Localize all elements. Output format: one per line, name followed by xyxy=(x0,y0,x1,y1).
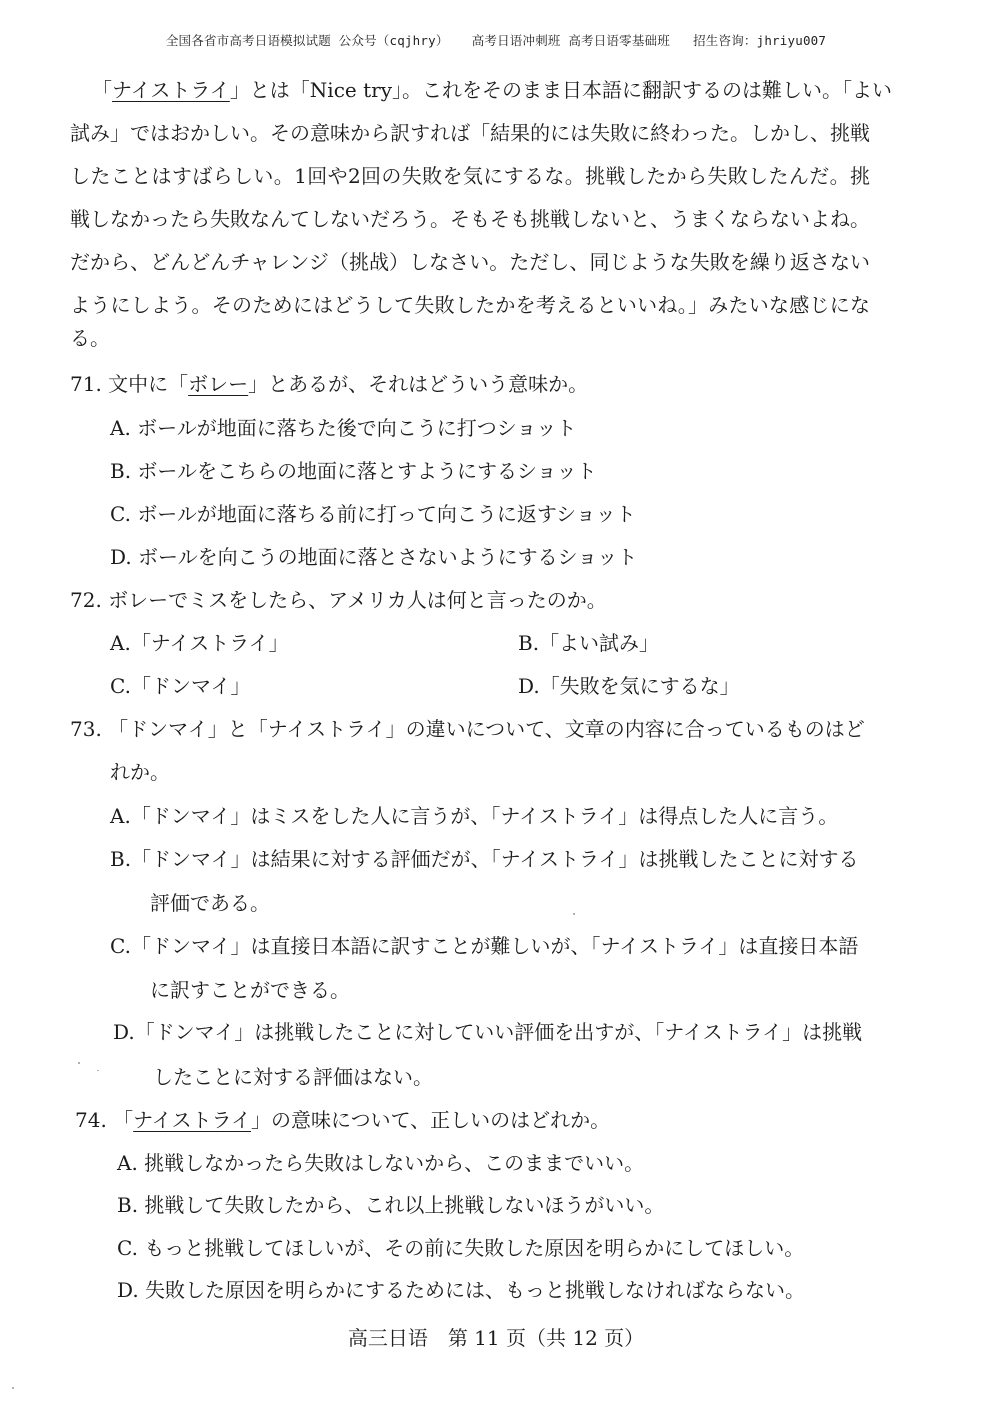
option-text: 「よい試み」 xyxy=(539,631,660,655)
option-text: 「ドンマイ」は結果に対する評価だが、「ナイストライ」は挑戦したことに対する xyxy=(131,847,859,871)
question-71-pre: 文中に「 xyxy=(108,372,189,396)
option-text: 挑戦しなかったら失敗はしないから、このままでいい。 xyxy=(144,1151,645,1175)
option-mark: D. xyxy=(117,1278,139,1302)
option-mark: B. xyxy=(117,1193,139,1217)
option-mark: C. xyxy=(110,502,131,526)
scan-speck xyxy=(97,1070,99,1071)
option-71-d[interactable] xyxy=(110,544,637,570)
option-74-d[interactable] xyxy=(117,1277,805,1303)
question-73-stem-cont: れか。 xyxy=(110,760,170,784)
question-number: 71. xyxy=(70,372,102,396)
question-number: 72. xyxy=(70,588,102,612)
option-text: ボールをこちらの地面に落とすようにするショット xyxy=(137,459,597,483)
option-71-a[interactable] xyxy=(110,415,576,441)
option-72-d[interactable] xyxy=(518,673,740,699)
option-71-c[interactable] xyxy=(110,501,636,527)
option-mark: C. xyxy=(110,934,131,958)
option-73-b[interactable] xyxy=(110,846,858,872)
option-text: 「ドンマイ」は直接日本語に訳すことが難しいが、「ナイストライ」は直接日本語 xyxy=(130,934,859,958)
option-73-d[interactable] xyxy=(113,1019,862,1045)
option-73-b-cont: 評価である。 xyxy=(150,891,270,915)
question-number: 74. xyxy=(75,1108,107,1132)
option-text: 「ドンマイ」は挑戦したことに対していい評価を出すが、「ナイストライ」は挑戦 xyxy=(134,1020,863,1044)
question-71-post: 」とあるが、それはどういう意味か。 xyxy=(248,372,589,396)
option-mark: D. xyxy=(110,545,132,569)
scan-speck xyxy=(573,913,575,915)
page-header: 全国各省市高考日语模拟试题 公众号（cqjhry） 高考日语冲刺班 高考日语零基础班 招生咨询：jhriyu007 xyxy=(165,33,827,48)
option-text: 「ナイストライ」 xyxy=(130,631,289,655)
option-72-b[interactable] xyxy=(518,630,659,656)
underlined-term-nice-try: ナイストライ xyxy=(112,78,230,102)
option-mark: A. xyxy=(117,1151,138,1175)
option-text: 「ドンマイ」 xyxy=(130,674,251,698)
option-73-c[interactable] xyxy=(110,933,858,959)
question-74-pre: 「 xyxy=(113,1108,134,1132)
option-71-b[interactable] xyxy=(110,458,597,484)
passage-line-1-post: 」とは「Nice try」。これをそのまま日本語に翻訳するのは難しい。「よい xyxy=(229,78,892,102)
option-text: ボールが地面に落ちる前に打って向こうに返すショット xyxy=(137,502,636,526)
scan-speck xyxy=(12,1387,14,1389)
option-72-c[interactable] xyxy=(110,673,251,699)
option-text: 「ドンマイ」はミスをした人に言うが、「ナイストライ」は得点した人に言う。 xyxy=(130,804,839,828)
question-74-stem xyxy=(75,1107,610,1133)
underlined-term-volley: ボレー xyxy=(188,372,249,396)
question-72-stem xyxy=(70,587,607,613)
underlined-term-nice-try-2: ナイストライ xyxy=(133,1108,251,1132)
option-text: 失敗した原因を明らかにするためには、もっと挑戦しなければならない。 xyxy=(145,1278,806,1302)
option-74-c[interactable] xyxy=(117,1235,804,1261)
passage-line-5: だから、どんどんチャレンジ（挑战）しなさい。ただし、同じような失敗を繰り返さない xyxy=(70,250,870,274)
option-74-a[interactable] xyxy=(117,1150,644,1176)
option-73-a[interactable] xyxy=(110,803,838,829)
option-mark: B. xyxy=(110,459,132,483)
question-74-post: 」の意味について、正しいのはどれか。 xyxy=(250,1108,611,1132)
passage-line-2: 試み」ではおかしい。その意味から訳すれば「結果的には失敗に終わった。しかし、挑戦 xyxy=(70,121,870,145)
page-footer: 高三日语 第 11 页（共 12 页） xyxy=(347,1326,645,1350)
option-mark: A. xyxy=(110,416,131,440)
option-text: もっと挑戦してほしいが、その前に失敗した原因を明らかにしてほしい。 xyxy=(144,1236,805,1260)
passage-line-7: る。 xyxy=(70,326,110,350)
question-72-text: ボレーでミスをしたら、アメリカ人は何と言ったのか。 xyxy=(108,588,607,612)
option-mark: C. xyxy=(117,1236,138,1260)
option-mark: C. xyxy=(110,674,131,698)
option-73-d-cont: したことに対する評価はない。 xyxy=(153,1065,433,1089)
option-mark: A. xyxy=(110,631,131,655)
question-71-stem xyxy=(70,371,588,397)
option-mark: D. xyxy=(518,674,540,698)
passage-line-6: ようにしよう。そのためにはどうして失敗したかを考えるといいね。」みたいな感じにな xyxy=(70,293,870,317)
option-74-b[interactable] xyxy=(117,1192,664,1218)
question-73-text: 「ドンマイ」と「ナイストライ」の違いについて、文章の内容に合っているものはど xyxy=(108,717,865,741)
option-mark: A. xyxy=(110,804,131,828)
option-mark: B. xyxy=(518,631,540,655)
scan-speck xyxy=(78,1062,80,1064)
passage-line-4: 戦しなかったら失敗なんてしないだろう。そもそも挑戦しないと、うまくならないよね。 xyxy=(70,207,870,231)
option-text: 「失敗を気にするな」 xyxy=(539,674,740,698)
question-number: 73. xyxy=(70,717,102,741)
passage-line-3: したことはすばらしい。1回や2回の失敗を気にするな。挑戦したから失敗したんだ。挑 xyxy=(70,164,870,188)
option-text: 挑戦して失敗したから、これ以上挑戦しないほうがいい。 xyxy=(144,1193,665,1217)
option-73-c-cont: に訳すことができる。 xyxy=(150,978,350,1002)
option-mark: D. xyxy=(113,1020,135,1044)
option-text: ボールを向こうの地面に落とさないようにするショット xyxy=(138,545,638,569)
option-text: ボールが地面に落ちた後で向こうに打つショット xyxy=(137,416,577,440)
passage-line-1-pre: 「 xyxy=(92,78,112,102)
question-73-stem xyxy=(70,716,865,742)
passage-line-1 xyxy=(92,77,892,103)
option-mark: B. xyxy=(110,847,132,871)
option-72-a[interactable] xyxy=(110,630,289,656)
